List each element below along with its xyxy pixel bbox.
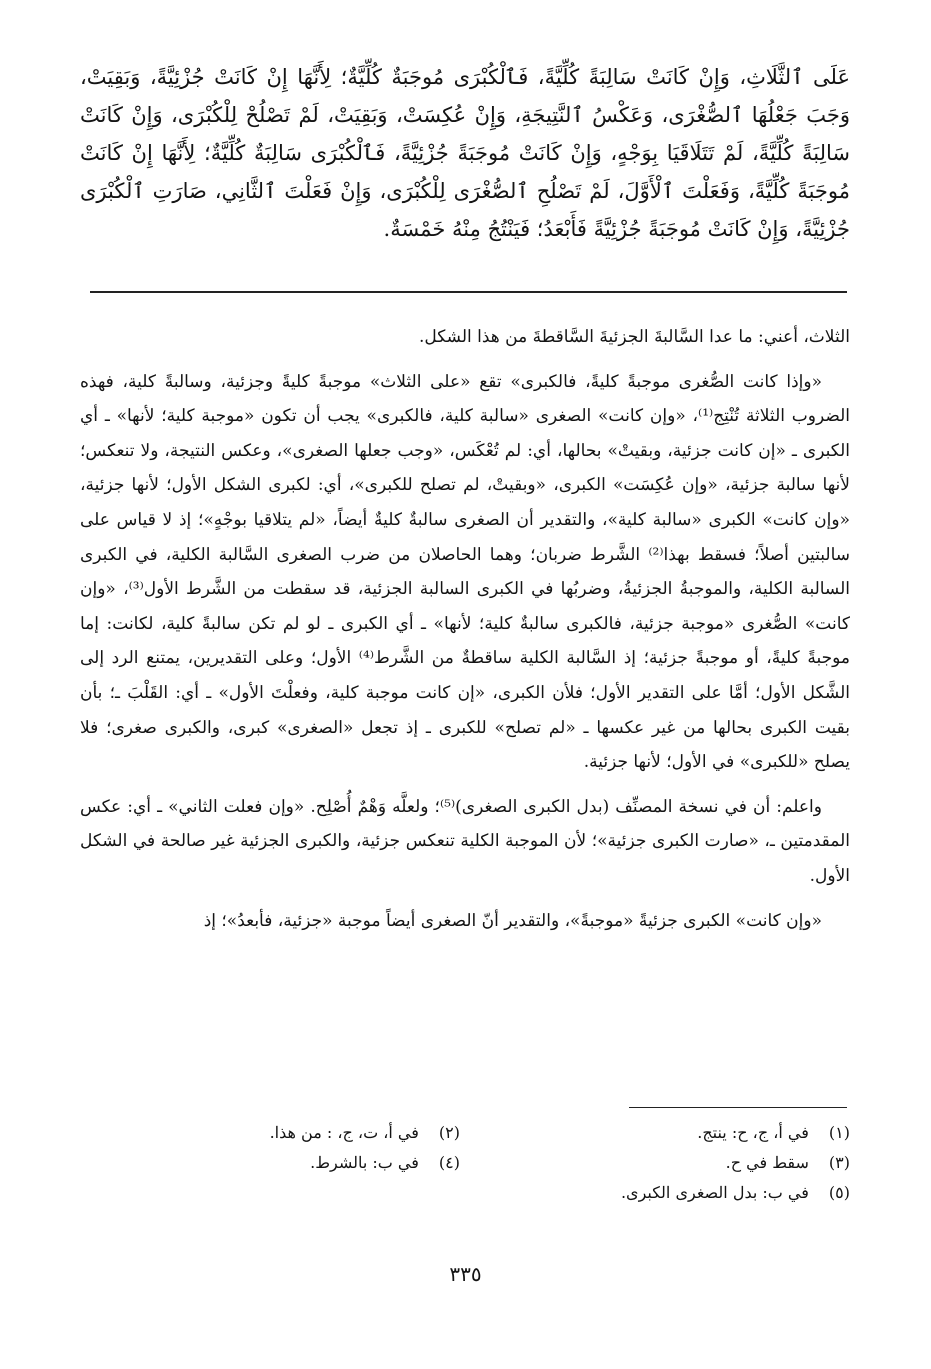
footnote-number: (٣) (828, 1153, 850, 1172)
sharh-paragraph-4: «وإن كانت» الكبرى جزئيةً «موجبةً»، والتقدير أنّ الصغرى أيضاً موجبة «جزئية، فأبعدُ»؛ إذ (203, 910, 822, 931)
footnote-5 (460, 1178, 850, 1208)
footnote-text: في أ، ت، ج، : من هذا. (269, 1123, 419, 1142)
page-number: ٣٣٥ (449, 1262, 482, 1286)
footnote-text: في ب: بالشرط. (310, 1153, 419, 1172)
footnote-text: سقط في ح. (725, 1153, 809, 1172)
footnote-separator-line (629, 1107, 847, 1108)
footnote-number: (٤) (438, 1153, 460, 1172)
sharh-paragraph-1: الثلاث، أعني: ما عدا السَّالبةَ الجزئيةَ السَّاقطةَ من هذا الشكل. (418, 327, 850, 347)
matn-separator-line (90, 291, 847, 293)
matn-text-block (80, 58, 850, 248)
footnote-2 (80, 1118, 460, 1148)
footnote-text: في أ، ج، ح: ينتج. (697, 1123, 809, 1142)
footnote-number: (٢) (438, 1123, 460, 1142)
footnote-number: (٥) (828, 1183, 850, 1202)
sharh-paragraph-2: «وإذا كانت الصُّغرى موجبةً كليةً، فالكبرى» تقع «على الثلاث» موجبةً كليةً وجزئية، وسالبةً كلية، فهذه الضروب الثلاثة تُنْتِج⁽¹⁾، «وإن كانت» الصغرى «سالبة كلية، فالكبرى» يجب أن تكون «موجبة كلية؛ لأنها» ـ أي الكبرى ـ «إن كانت جزئية، وبقيتْ» بحالها، أي: لم تُعْكَس، «وجب جعلها الصغرى»، وعكس النتيجة، ولا تنعكس؛ لأنها سالبة جزئية، «وإن عُكِسَت» الكبرى، «وبقيتْ، لم تصلح للكبرى»، أي: لكبرى الشكل الأول؛ لأنها جزئية، «وإن كانت» الكبرى «سالبة كلية»، والتقدير أن الصغرى سالبةٌ كليةٌ أيضاً، «لم يتلاقيا بوجْهٍ»؛ إذ لا قياس على سالبتين أصلاً؛ فسقط بهذا⁽²⁾ الشَّرط ضربان؛ وهما الحاصلان من ضرب الصغرى السَّالبة الكلية، في الكبرى السالبة الكلية، والموجبةُ الجزئيةُ، وضربُها في الكبرى السالبة الجزئية، قد سقطت من الشَّرط الأول⁽³⁾، «وإن كانت» الصُّغرى «موجبة جزئية، فالكبرى سالبةٌ كلية؛ لأنها» ـ أي الكبرى ـ لو لم تكن سالبةً كلية، لكانت: إما موجبةً كليةً، أو موجبةً جزئية؛ إذ السَّالبة الكلية ساقطةٌ من الشَّرط⁽⁴⁾ الأول؛ وعلى التقديرين، يمتنع الرد إلى الشَّكل الأول؛ أمَّا على التقدير الأول؛ فلأن الكبرى، «إن كانت موجبة كلية، وفعلْتَ الأول» ـ أي: القَلْبَ ـ؛ بأن بقيت الكبرى بحالها من غير عكسها ـ «لم تصلح» للكبرى ـ إذ تجعل «الصغرى» كبرى، والكبرى صغرى؛ فلا يصلح «للكبرى» في الأول؛ لأنها جزئية. (80, 371, 850, 773)
footnotes-block (80, 1118, 850, 1208)
footnote-4 (80, 1148, 460, 1178)
sharh-paragraph-3: واعلم: أن في نسخة المصنِّف (بدل الكبرى الصغرى)⁽⁵⁾؛ ولعلَّه وَهْمٌ أُصْلِح. «وإن فعلت الثاني» ـ أي: عكس المقدمتين ـ، «صارت الكبرى جزئية»؛ لأن الموجبة الكلية تنعكس جزئية، والكبرى الجزئية غير صالحة في الشكل الأول. (80, 796, 850, 886)
matn-paragraph: عَلَى ٱلثَّلَاثِ، وَإِنْ كَانَتْ سَالِبَةً كُلِّيَّةً، فَٱلْكُبْرَى مُوجَبَةٌ كُلِّيَّةٌ؛ لِأَنَّهَا إِنْ كَانَتْ جُزْئِيَّةً، وَبَقِيَتْ، وَجَبَ جَعْلُهَا ٱلصُّغْرَى، وَعَكْسُ ٱلنَّتِيجَةِ، وَإِنْ عُكِسَتْ، وَبَقِيَتْ، لَمْ تَصْلُحْ لِلْكُبْرَى، وَإِنْ كَانَتْ سَالِبَةً كُلِّيَّةً، لَمْ تَتَلَاقَيَا بِوَجْهٍ، وَإِنْ كَانَتْ مُوجَبَةً جُزْئِيَّةً، فَٱلْكُبْرَى سَالِبَةٌ كُلِّيَّةٌ؛ لِأَنَّهَا إِنْ كَانَتْ مُوجَبَةً كُلِّيَّةً، وَفَعَلْتَ ٱلْأَوَّلَ، لَمْ تَصْلُحِ ٱلصُّغْرَى لِلْكُبْرَى، وَإِنْ فَعَلْتَ ٱلثَّانِي، صَارَتِ ٱلْكُبْرَى جُزْئِيَّةً، وَإِنْ كَانَتْ مُوجَبَةً جُزْئِيَّةً فَأَبْعَدُ؛ فَيَنْتُجُ مِنْهُ خَمْسَةٌ. (80, 65, 850, 241)
footnote-text: في ب: بدل الصغرى الكبرى. (620, 1183, 809, 1202)
footnote-1 (460, 1118, 850, 1148)
sharh-commentary-block (80, 320, 850, 938)
footnote-3 (460, 1148, 850, 1178)
footnote-number: (١) (828, 1123, 850, 1142)
